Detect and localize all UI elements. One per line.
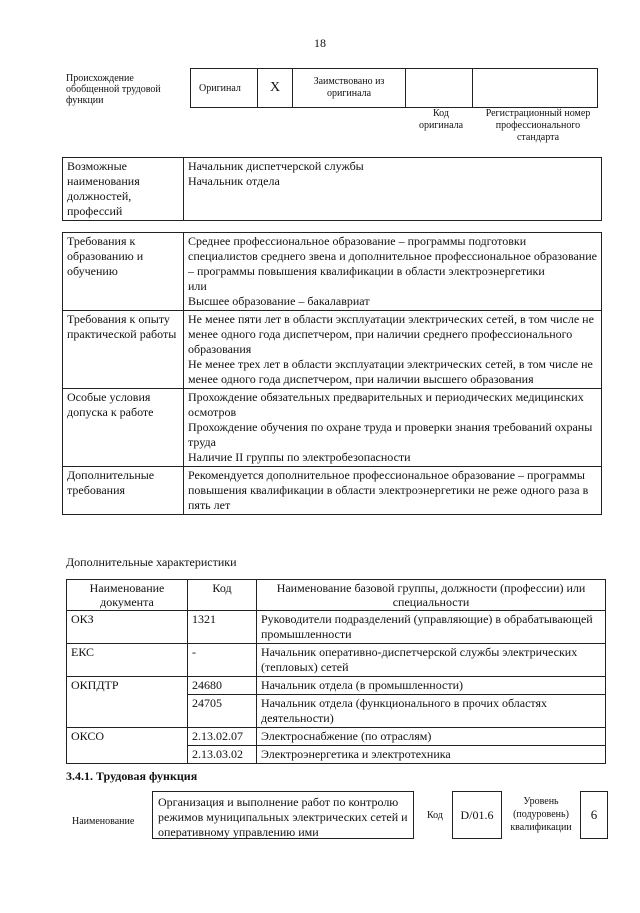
requirement-label: Особые условия допуска к работе — [63, 389, 184, 467]
requirement-content — [184, 389, 602, 467]
requirement-line: Не менее трех лет в области эксплуатации электрических сетей, в том числе не менее одного года диспетчером, при наличии высшего образования — [188, 357, 596, 386]
code-cell: 2.13.02.07 — [188, 728, 257, 746]
requirement-content — [184, 233, 602, 311]
requirement-line: Не менее пяти лет в области эксплуатации электрических сетей, в том числе не менее одного года диспетчером, при наличии среднего профессионального образования — [188, 312, 597, 356]
requirement-line: Среднее профессиональное образование – программы подготовки специалистов среднего звена и дополнительное профессиональное образование – программы повышения квалификации в области электроэнергетики — [188, 234, 600, 278]
requirement-line: Прохождение обучения по охране труда и проверки знания требований охраны труда — [188, 420, 596, 449]
requirement-line: или — [188, 279, 207, 293]
origin-label: Происхождение обобщенной трудовой функции — [66, 73, 161, 106]
requirement-line: Наличие II группы по электробезопасности — [188, 450, 411, 464]
code-cell: 1321 — [188, 611, 257, 644]
name-cell: Руководители подразделений (управляющие) в обрабатывающей промышленности — [257, 611, 606, 644]
code-label: Код — [427, 810, 443, 821]
name-cell: Электроэнергетика и электротехника — [257, 746, 606, 764]
requirement-label: Требования к опыту практической работы — [63, 311, 184, 389]
additional-table — [66, 579, 606, 764]
name-cell: Начальник отдела (функционального в прочих областях деятельности) — [257, 695, 606, 728]
table-row — [67, 677, 606, 695]
original-code-cell — [406, 69, 473, 108]
function-code-value: D/01.6 — [452, 791, 502, 839]
positions-label: Возможные наименования должностей, профессий — [63, 158, 184, 221]
requirement-content — [184, 467, 602, 515]
level-value: 6 — [580, 791, 608, 839]
position-item: Начальник отдела — [188, 174, 280, 188]
name-label: Наименование — [72, 816, 135, 827]
name-cell: Начальник оперативно-диспетчерской службы электрических (тепловых) сетей — [257, 644, 606, 677]
requirement-label: Дополнительные требования — [63, 467, 184, 515]
code-cell: 24680 — [188, 677, 257, 695]
code-caption: Код оригинала — [418, 108, 464, 131]
doc-cell: ОКЗ — [67, 611, 188, 644]
reg-number-cell — [473, 69, 598, 108]
borrowed-label: Заимствовано из оригинала — [293, 69, 406, 108]
additional-title: Дополнительные характеристики — [66, 555, 237, 569]
table-header-row — [67, 580, 606, 611]
doc-cell: ОКПДТР — [67, 677, 188, 728]
name-cell: Электроснабжение (по отраслям) — [257, 728, 606, 746]
column-header: Наименование документа — [67, 580, 188, 611]
requirement-row — [63, 311, 602, 389]
level-label: Уровень (подуровень) квалификации — [510, 796, 572, 833]
table-row — [67, 611, 606, 644]
requirement-content — [184, 311, 602, 389]
code-cell: - — [188, 644, 257, 677]
labor-function-title: 3.4.1. Трудовая функция — [66, 769, 198, 783]
requirement-row — [63, 233, 602, 311]
requirement-line: Высшее образование – бакалавриат — [188, 294, 370, 308]
reg-caption: Регистрационный номер профессионального стандарта — [485, 108, 591, 143]
positions-list — [184, 158, 602, 221]
column-header: Наименование базовой группы, должности (профессии) или специальности — [257, 580, 606, 611]
column-header: Код — [188, 580, 257, 611]
doc-cell: ОКСО — [67, 728, 188, 764]
position-item: Начальник диспетчерской службы — [188, 159, 364, 173]
requirements-table — [62, 232, 602, 515]
name-cell: Начальник отдела (в промышленности) — [257, 677, 606, 695]
table-row — [67, 644, 606, 677]
requirement-label: Требования к образованию и обучению — [63, 233, 184, 311]
origin-table — [190, 68, 598, 108]
page-number: 18 — [314, 36, 326, 50]
original-label: Оригинал — [191, 69, 258, 108]
requirement-row — [63, 467, 602, 515]
requirement-line: Рекомендуется дополнительное профессиональное образование – программы повышения квалификации в области электроэнергетики не реже одного раза в пять лет — [188, 468, 592, 512]
table-row — [67, 728, 606, 746]
doc-cell: ЕКС — [67, 644, 188, 677]
positions-table — [62, 157, 602, 221]
requirement-line: Прохождение обязательных предварительных и периодических медицинских осмотров — [188, 390, 587, 419]
function-name-value: Организация и выполнение работ по контролю режимов муниципальных электрических сетей и оперативному управлению ими — [152, 791, 414, 839]
requirement-row — [63, 389, 602, 467]
original-mark: X — [258, 69, 293, 108]
code-cell: 24705 — [188, 695, 257, 728]
code-cell: 2.13.03.02 — [188, 746, 257, 764]
